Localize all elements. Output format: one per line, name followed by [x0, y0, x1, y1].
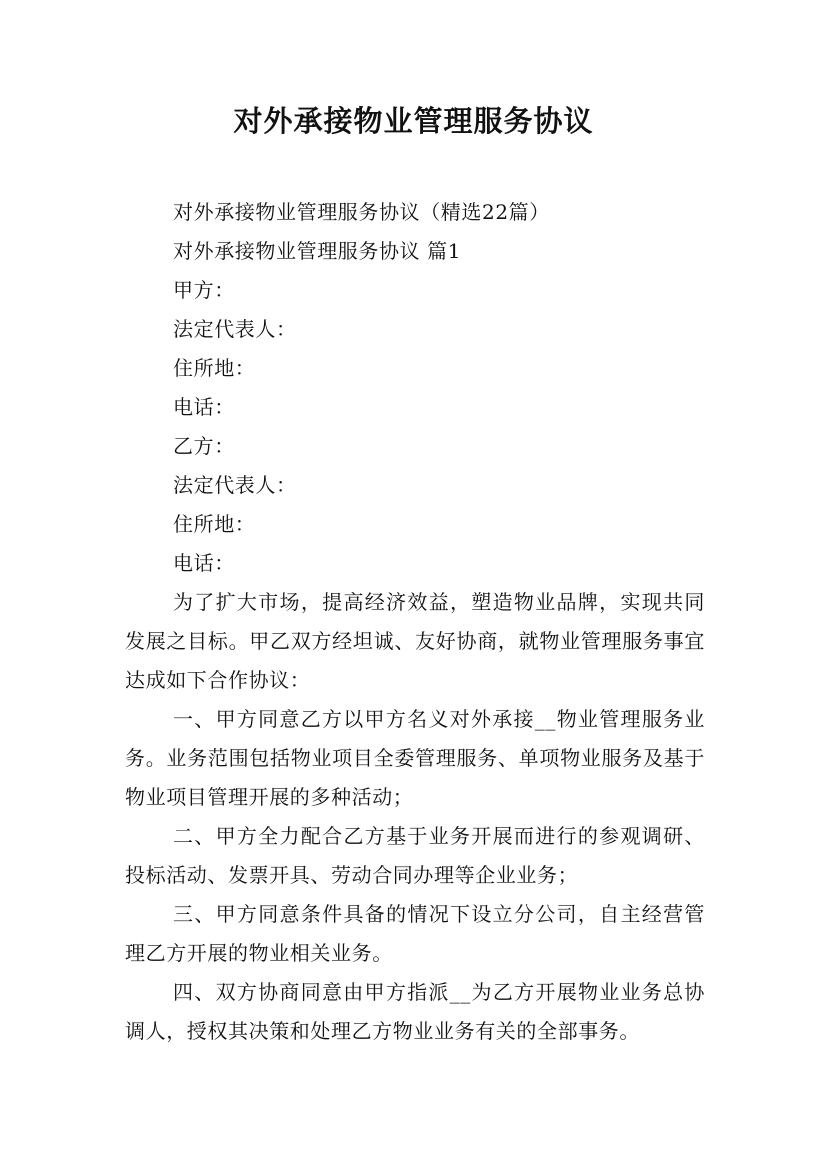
- paragraph-clause-2: 二、甲方全力配合乙方基于业务开展而进行的参观调研、投标活动、发票开具、劳动合同办理等企业业务；: [125, 824, 705, 887]
- party-b-legal-rep: 法定代表人：: [173, 473, 297, 497]
- paragraph-intro: 为了扩大市场，提高经济效益，塑造物业品牌，实现共同发展之目标。甲乙双方经坦诚、友好协商，就物业管理服务事宜达成如下合作协议：: [125, 590, 705, 692]
- document-subtitle: 对外承接物业管理服务协议（精选22篇）: [173, 200, 550, 224]
- party-a-address: 住所地：: [173, 356, 256, 380]
- section-heading: 对外承接物业管理服务协议 篇1: [173, 239, 462, 263]
- document-title: 对外承接物业管理服务协议: [233, 104, 594, 138]
- document-body: [125, 193, 705, 1051]
- party-a-phone: 电话：: [173, 395, 235, 419]
- paragraph-clause-4: 四、双方协商同意由甲方指派__为乙方开展物业业务总协调人，授权其决策和处理乙方物业业务有关的全部事务。: [125, 980, 705, 1043]
- paragraph-clause-1: 一、甲方同意乙方以甲方名义对外承接__物业管理服务业务。业务范围包括物业项目全委管理服务、单项物业服务及基于物业项目管理开展的多种活动；: [125, 707, 705, 809]
- party-b-label: 乙方：: [173, 434, 235, 458]
- party-b-address: 住所地：: [173, 512, 256, 536]
- paragraph-clause-3: 三、甲方同意条件具备的情况下设立分公司，自主经营管理乙方开展的物业相关业务。: [125, 902, 705, 965]
- party-a-label: 甲方：: [173, 278, 235, 302]
- party-a-legal-rep: 法定代表人：: [173, 317, 297, 341]
- party-b-phone: 电话：: [173, 551, 235, 575]
